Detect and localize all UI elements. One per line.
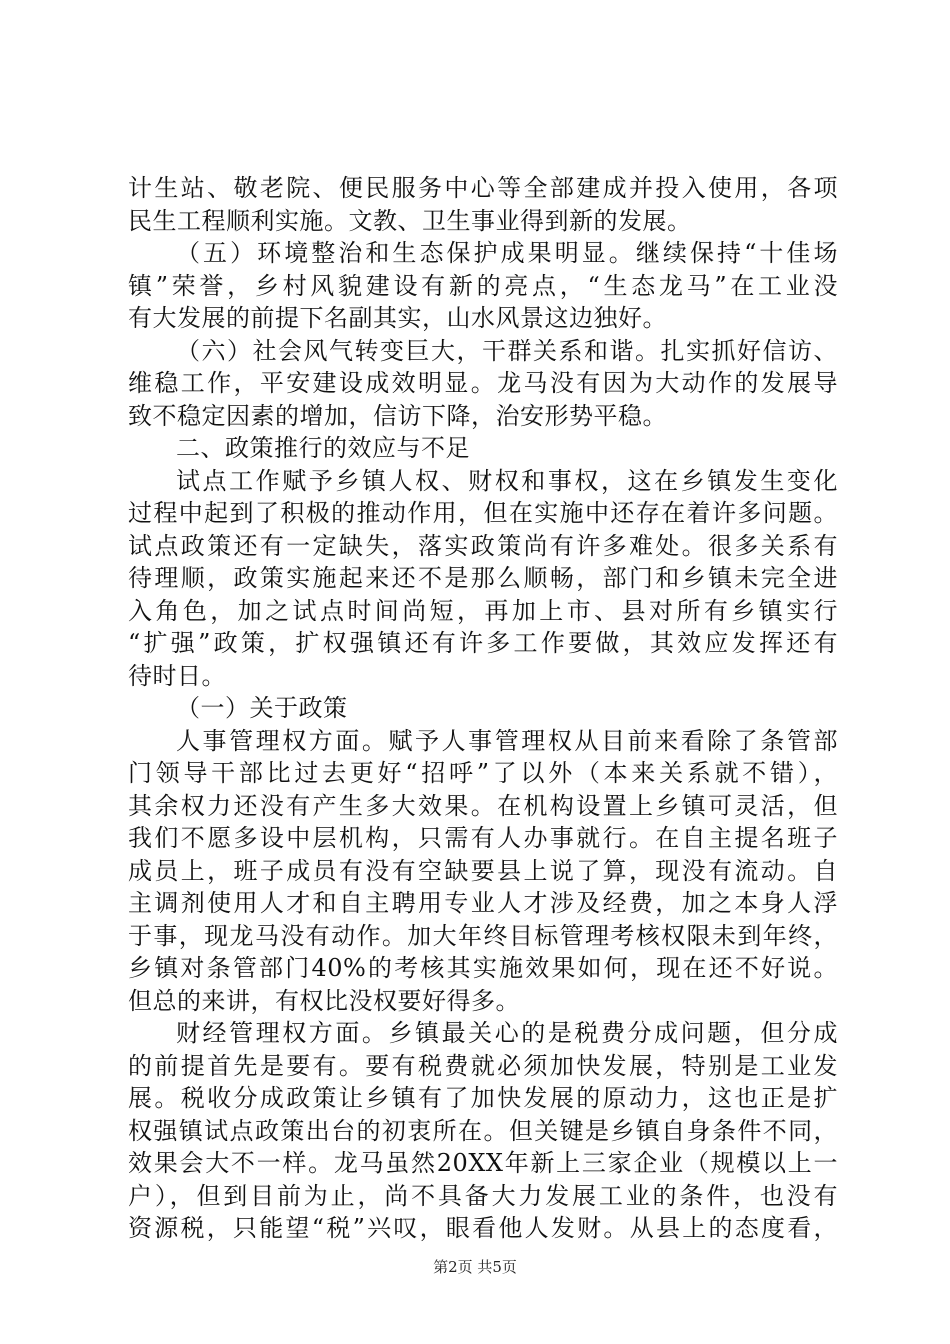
text-line: （六）社会风气转变巨大，干群关系和谐。扎实抓好信访、 [176, 336, 838, 365]
text-line: 效果会大不一样。龙马虽然20XX年新上三家企业（规模以上一 [128, 1149, 838, 1177]
text-line: 我们不愿多设中层机构，只需有人办事就行。在自主提名班子 [128, 824, 838, 852]
text-line: 镇”荣誉，乡村风貌建设有新的亮点，“生态龙马”在工业没 [128, 271, 838, 300]
text-line: 试点政策还有一定缺失，落实政策尚有许多难处。很多关系有 [128, 531, 838, 560]
text-line: 入角色，加之试点时间尚短，再加上市、县对所有乡镇实行 [128, 596, 838, 625]
text-line: 其余权力还没有产生多大效果。在机构设置上乡镇可灵活，但 [128, 791, 838, 820]
text-line: 二、政策推行的效应与不足 [176, 434, 470, 462]
text-line: 财经管理权方面。乡镇最关心的是税费分成问题，但分成 [176, 1019, 838, 1047]
text-line: 有大发展的前提下名副其实，山水风景这边独好。 [128, 304, 667, 332]
text-line: 待理顺，政策实施起来还不是那么顺畅，部门和乡镇未完全进 [128, 564, 838, 592]
text-line: 维稳工作，平安建设成效明显。龙马没有因为大动作的发展导 [128, 369, 838, 397]
page-footer: 第2页 共5页 [433, 1258, 517, 1276]
text-line: 权强镇试点政策出台的初衷所在。但关键是乡镇自身条件不同， [128, 1116, 838, 1145]
text-line: 致不稳定因素的增加，信访下降，治安形势平稳。 [128, 401, 667, 430]
text-line: 待时日。 [128, 661, 226, 690]
text-line: 计生站、敬老院、便民服务中心等全部建成并投入使用，各项 [128, 174, 838, 202]
text-line: “扩强”政策，扩权强镇还有许多工作要做，其效应发挥还有 [128, 629, 838, 657]
text-line: 主调剂使用人才和自主聘用专业人才涉及经费，加之本身人浮 [128, 889, 838, 917]
text-line: 户），但到目前为止，尚不具备大力发展工业的条件，也没有 [128, 1181, 838, 1210]
text-line: 成员上，班子成员有没有空缺要县上说了算，现没有流动。自 [128, 856, 838, 885]
text-line: 的前提首先是要有。要有税费就必须加快发展，特别是工业发 [128, 1051, 838, 1080]
text-line: 人事管理权方面。赋予人事管理权从目前来看除了条管部 [176, 726, 838, 755]
text-line: 乡镇对条管部门40%的考核其实施效果如何，现在还不好说。 [128, 954, 838, 982]
document-body [128, 172, 838, 1245]
text-line: 过程中起到了积极的推动作用，但在实施中还存在着许多问题。 [128, 499, 838, 527]
text-line: 民生工程顺利实施。文教、卫生事业得到新的发展。 [128, 206, 692, 235]
text-line: 资源税，只能望“税”兴叹，眼看他人发财。从县上的态度看， [128, 1214, 838, 1242]
text-line: 但总的来讲，有权比没权要好得多。 [128, 986, 520, 1015]
text-line: 试点工作赋予乡镇人权、财权和事权，这在乡镇发生变化 [176, 466, 838, 495]
text-line: 展。税收分成政策让乡镇有了加快发展的原动力，这也正是扩 [128, 1084, 838, 1112]
text-line: （一）关于政策 [176, 694, 348, 722]
text-line: （五）环境整治和生态保护成果明显。继续保持“十佳场 [176, 239, 838, 267]
text-line: 门领导干部比过去更好“招呼”了以外（本来关系就不错）， [128, 759, 838, 787]
text-line: 于事，现龙马没有动作。加大年终目标管理考核权限未到年终， [128, 921, 838, 950]
